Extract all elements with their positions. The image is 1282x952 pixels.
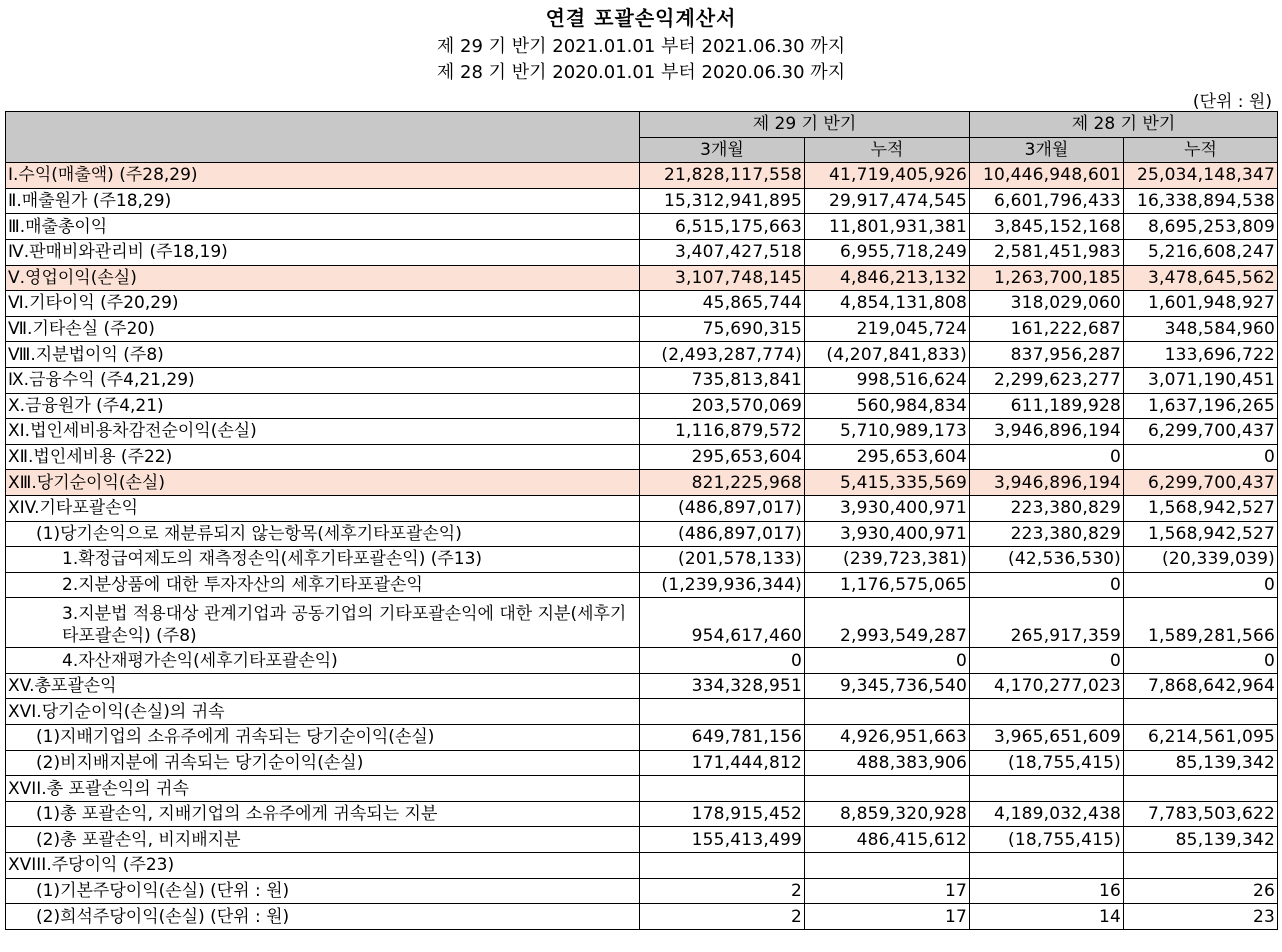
table-row <box>6 393 1278 419</box>
row-value: 488,383,906 <box>805 750 970 776</box>
sub-header-current-cum: 누적 <box>805 137 970 163</box>
row-value: 560,984,834 <box>805 393 970 419</box>
row-value: 837,956,287 <box>970 342 1124 368</box>
row-value: (18,755,415) <box>970 750 1124 776</box>
row-value: (18,755,415) <box>970 827 1124 853</box>
row-value <box>805 853 970 879</box>
row-value: 203,570,069 <box>640 393 805 419</box>
table-row <box>6 801 1278 827</box>
row-value: 10,446,948,601 <box>970 163 1124 189</box>
table-row <box>6 470 1278 496</box>
row-value <box>1124 853 1278 879</box>
row-label: (1)지배기업의 소유주에게 귀속되는 당기순이익(손실) <box>6 725 640 751</box>
row-value <box>805 699 970 725</box>
row-value: 25,034,148,347 <box>1124 163 1278 189</box>
row-value <box>640 853 805 879</box>
group-header-prior: 제 28 기 반기 <box>970 112 1278 138</box>
row-value: 2,299,623,277 <box>970 367 1124 393</box>
table-row <box>6 904 1278 930</box>
table-row <box>6 419 1278 445</box>
row-value: 6,299,700,437 <box>1124 419 1278 445</box>
table-row <box>6 547 1278 573</box>
table-row <box>6 239 1278 265</box>
row-value: 0 <box>970 648 1124 674</box>
row-value: 45,865,744 <box>640 291 805 317</box>
row-label: 4.자산재평가손익(세후기타포괄손익) <box>6 648 640 674</box>
table-row <box>6 572 1278 598</box>
row-label: XI.법인세비용차감전순이익(손실) <box>6 419 640 445</box>
row-value: 1,589,281,566 <box>1124 598 1278 648</box>
row-label: Ⅸ.금융수익 (주4,21,29) <box>6 367 640 393</box>
row-value: 15,312,941,895 <box>640 188 805 214</box>
row-value: 26 <box>1124 878 1278 904</box>
row-value: 6,955,718,249 <box>805 239 970 265</box>
table-row <box>6 878 1278 904</box>
table-row <box>6 342 1278 368</box>
row-value: 0 <box>1124 648 1278 674</box>
table-row <box>6 521 1278 547</box>
row-value: 0 <box>1124 444 1278 470</box>
row-value <box>640 699 805 725</box>
row-value: 295,653,604 <box>640 444 805 470</box>
row-value: 223,380,829 <box>970 521 1124 547</box>
row-value: 7,868,642,964 <box>1124 673 1278 699</box>
row-value: 14 <box>970 904 1124 930</box>
row-label: (2)비지배지분에 귀속되는 당기순이익(손실) <box>6 750 640 776</box>
row-value: 21,828,117,558 <box>640 163 805 189</box>
row-value: (4,207,841,833) <box>805 342 970 368</box>
row-value: 8,859,320,928 <box>805 801 970 827</box>
row-value: (2,493,287,774) <box>640 342 805 368</box>
row-label: (1)당기손익으로 재분류되지 않는항목(세후기타포괄손익) <box>6 521 640 547</box>
row-label: XⅡ.법인세비용 (주22) <box>6 444 640 470</box>
row-value: 954,617,460 <box>640 598 805 648</box>
row-value: 133,696,722 <box>1124 342 1278 368</box>
row-value: 334,328,951 <box>640 673 805 699</box>
row-value: 41,719,405,926 <box>805 163 970 189</box>
row-value <box>970 776 1124 802</box>
row-value <box>970 853 1124 879</box>
row-value: 348,584,960 <box>1124 316 1278 342</box>
row-value: 8,695,253,809 <box>1124 214 1278 240</box>
row-value: 0 <box>1124 572 1278 598</box>
row-label: XVI.당기순이익(손실)의 귀속 <box>6 699 640 725</box>
group-header-row <box>6 112 1278 138</box>
row-value: 3,946,896,194 <box>970 419 1124 445</box>
table-row <box>6 367 1278 393</box>
row-label: XⅢ.당기순이익(손실) <box>6 470 640 496</box>
row-label: Ⅵ.기타이익 (주20,29) <box>6 291 640 317</box>
row-value: 486,415,612 <box>805 827 970 853</box>
row-value: (239,723,381) <box>805 547 970 573</box>
sub-header-prior-3m: 3개월 <box>970 137 1124 163</box>
row-value: 4,170,277,023 <box>970 673 1124 699</box>
row-value: 85,139,342 <box>1124 750 1278 776</box>
row-value: 649,781,156 <box>640 725 805 751</box>
row-value: 3,478,645,562 <box>1124 265 1278 291</box>
row-value: 7,783,503,622 <box>1124 801 1278 827</box>
table-row <box>6 163 1278 189</box>
row-value: 4,846,213,132 <box>805 265 970 291</box>
row-label: 3.지분법 적용대상 관계기업과 공동기업의 기타포괄손익에 대한 지분(세후기타포괄손익) (주8) <box>6 598 640 648</box>
row-value: 821,225,968 <box>640 470 805 496</box>
row-value: 11,801,931,381 <box>805 214 970 240</box>
row-label: Ⅳ.판매비와관리비 (주18,19) <box>6 239 640 265</box>
row-value: 155,413,499 <box>640 827 805 853</box>
row-value: 5,415,335,569 <box>805 470 970 496</box>
row-value: 0 <box>640 648 805 674</box>
row-value: 0 <box>970 444 1124 470</box>
row-value: 1,116,879,572 <box>640 419 805 445</box>
row-label: XVIII.주당이익 (주23) <box>6 853 640 879</box>
row-label: XIV.기타포괄손익 <box>6 495 640 521</box>
row-value: 6,601,796,433 <box>970 188 1124 214</box>
row-value: 219,045,724 <box>805 316 970 342</box>
row-value: 16 <box>970 878 1124 904</box>
label-header-blank <box>6 112 640 163</box>
row-value: 23 <box>1124 904 1278 930</box>
row-value: (1,239,936,344) <box>640 572 805 598</box>
table-row <box>6 188 1278 214</box>
row-value <box>640 776 805 802</box>
row-value: 5,216,608,247 <box>1124 239 1278 265</box>
table-row <box>6 853 1278 879</box>
row-value: (42,536,530) <box>970 547 1124 573</box>
row-value: 17 <box>805 878 970 904</box>
table-row <box>6 265 1278 291</box>
row-value: 3,946,896,194 <box>970 470 1124 496</box>
row-value <box>970 699 1124 725</box>
table-row <box>6 316 1278 342</box>
row-value: 5,710,989,173 <box>805 419 970 445</box>
row-value: 2 <box>640 878 805 904</box>
row-value: 3,930,400,971 <box>805 521 970 547</box>
row-value: 3,407,427,518 <box>640 239 805 265</box>
table-row <box>6 648 1278 674</box>
row-value: 1,637,196,265 <box>1124 393 1278 419</box>
row-label: XVII.총 포괄손익의 귀속 <box>6 776 640 802</box>
row-label: (2)희석주당이익(손실) (단위 : 원) <box>6 904 640 930</box>
row-value: 17 <box>805 904 970 930</box>
current-period: 제 29 기 반기 2021.01.01 부터 2021.06.30 까지 <box>436 36 846 57</box>
table-row <box>6 750 1278 776</box>
row-label: 1.확정급여제도의 재측정손익(세후기타포괄손익) (주13) <box>6 547 640 573</box>
row-value: 1,601,948,927 <box>1124 291 1278 317</box>
table-row <box>6 725 1278 751</box>
row-label: Ⅱ.매출원가 (주18,29) <box>6 188 640 214</box>
row-value: 85,139,342 <box>1124 827 1278 853</box>
row-value: 16,338,894,538 <box>1124 188 1278 214</box>
row-value: 6,515,175,663 <box>640 214 805 240</box>
row-label: Ⅲ.매출총이익 <box>6 214 640 240</box>
row-value: 6,214,561,095 <box>1124 725 1278 751</box>
row-label: Ⅷ.지분법이익 (주8) <box>6 342 640 368</box>
row-value: 29,917,474,545 <box>805 188 970 214</box>
row-value: 3,071,190,451 <box>1124 367 1278 393</box>
row-value: 1,568,942,527 <box>1124 495 1278 521</box>
row-label: Ⅹ.금융원가 (주4,21) <box>6 393 640 419</box>
row-value <box>1124 699 1278 725</box>
row-value: 0 <box>805 648 970 674</box>
row-value: 1,176,575,065 <box>805 572 970 598</box>
row-value: 4,854,131,808 <box>805 291 970 317</box>
row-value: 2,993,549,287 <box>805 598 970 648</box>
table-row <box>6 291 1278 317</box>
row-value: 265,917,359 <box>970 598 1124 648</box>
row-value: 2 <box>640 904 805 930</box>
row-label: Ⅴ.영업이익(손실) <box>6 265 640 291</box>
income-statement-table <box>5 111 1278 930</box>
row-value: 9,345,736,540 <box>805 673 970 699</box>
row-label: XV.총포괄손익 <box>6 673 640 699</box>
group-header-current: 제 29 기 반기 <box>640 112 970 138</box>
row-value: 4,189,032,438 <box>970 801 1124 827</box>
row-value: 6,299,700,437 <box>1124 470 1278 496</box>
table-row <box>6 444 1278 470</box>
prior-period: 제 28 기 반기 2020.01.01 부터 2020.06.30 까지 <box>436 62 846 83</box>
row-value <box>1124 776 1278 802</box>
sub-header-current-3m: 3개월 <box>640 137 805 163</box>
table-row <box>6 699 1278 725</box>
table-row <box>6 673 1278 699</box>
row-value: 611,189,928 <box>970 393 1124 419</box>
row-value: (486,897,017) <box>640 495 805 521</box>
table-row <box>6 776 1278 802</box>
row-value: (20,339,039) <box>1124 547 1278 573</box>
row-value: 178,915,452 <box>640 801 805 827</box>
statement-title: 연결 포괄손익계산서 <box>545 6 737 30</box>
row-value: 1,263,700,185 <box>970 265 1124 291</box>
row-value: (201,578,133) <box>640 547 805 573</box>
row-value: (486,897,017) <box>640 521 805 547</box>
row-value: 3,107,748,145 <box>640 265 805 291</box>
sub-header-prior-cum: 누적 <box>1124 137 1278 163</box>
row-value: 1,568,942,527 <box>1124 521 1278 547</box>
row-label: (1)총 포괄손익, 지배기업의 소유주에게 귀속되는 지분 <box>6 801 640 827</box>
row-value: 2,581,451,983 <box>970 239 1124 265</box>
row-value: 295,653,604 <box>805 444 970 470</box>
row-value: 998,516,624 <box>805 367 970 393</box>
row-value: 3,845,152,168 <box>970 214 1124 240</box>
row-label: (2)총 포괄손익, 비지배지분 <box>6 827 640 853</box>
unit-label: (단위 : 원) <box>1192 92 1272 112</box>
table-row <box>6 598 1278 648</box>
row-value: 3,930,400,971 <box>805 495 970 521</box>
row-value: 171,444,812 <box>640 750 805 776</box>
row-value: 161,222,687 <box>970 316 1124 342</box>
table-row <box>6 495 1278 521</box>
row-value: 4,926,951,663 <box>805 725 970 751</box>
row-label: Ⅰ.수익(매출액) (주28,29) <box>6 163 640 189</box>
row-value: 0 <box>970 572 1124 598</box>
row-value: 75,690,315 <box>640 316 805 342</box>
row-value: 223,380,829 <box>970 495 1124 521</box>
row-label: (1)기본주당이익(손실) (단위 : 원) <box>6 878 640 904</box>
row-value: 3,965,651,609 <box>970 725 1124 751</box>
row-value: 735,813,841 <box>640 367 805 393</box>
row-label: Ⅶ.기타손실 (주20) <box>6 316 640 342</box>
row-value <box>805 776 970 802</box>
table-row <box>6 827 1278 853</box>
table-row <box>6 214 1278 240</box>
row-label: 2.지분상품에 대한 투자자산의 세후기타포괄손익 <box>6 572 640 598</box>
row-value: 318,029,060 <box>970 291 1124 317</box>
